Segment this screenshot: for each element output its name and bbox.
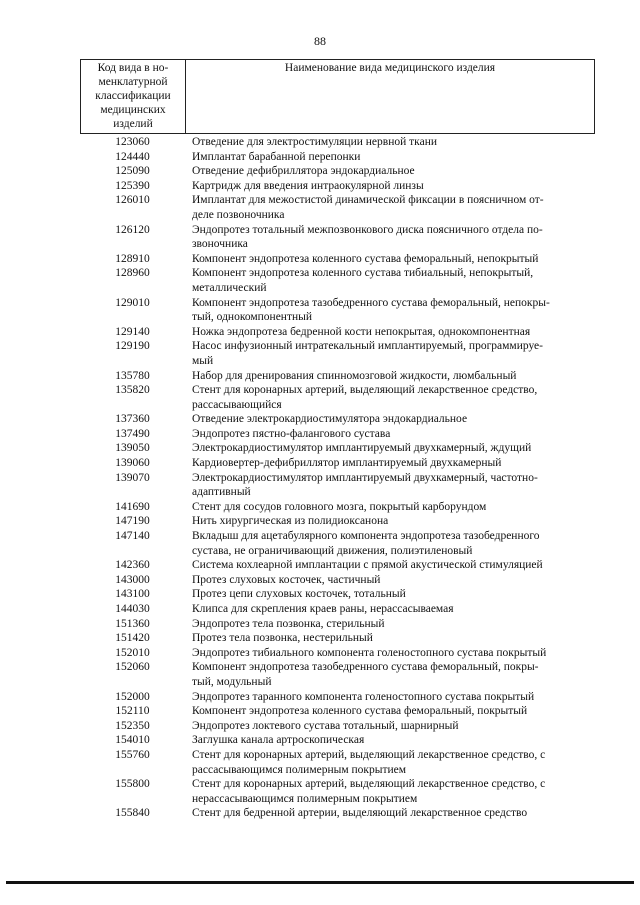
table-row (80, 383, 595, 412)
table-row (80, 164, 595, 179)
device-code: 137360 (115, 413, 150, 426)
device-code: 142360 (115, 559, 150, 572)
device-code: 152350 (115, 719, 150, 732)
device-code: 152060 (115, 661, 150, 674)
device-name: Эндопротез тибиального компонента голеностопного сустава покрытый (192, 646, 547, 659)
device-code: 125090 (115, 165, 150, 178)
header-code-column: Код вида в но- менклатурной классификации медицинских изделий (81, 60, 186, 133)
device-code: 152000 (115, 690, 150, 703)
device-name: Компонент эндопротеза коленного сустава феморальный, покрытый (192, 705, 528, 718)
device-name: Стент для коронарных артерий, выделяющий лекарственное средство, с рассасывающимся полимерным покрытием (192, 748, 546, 776)
table-row (80, 427, 595, 442)
device-name: Отведение электрокардиостимулятора эндокардиальное (192, 413, 468, 426)
device-name: Насос инфузионный интратекальный имплантируемый, программируе- мый (192, 340, 543, 367)
table-row (80, 296, 595, 325)
table-row (80, 617, 595, 632)
device-code: 123060 (115, 136, 150, 148)
table-row (80, 719, 595, 734)
device-name: Картридж для введения интраокулярной линзы (192, 179, 424, 192)
table-row (80, 777, 595, 806)
device-code: 154010 (115, 734, 150, 747)
table-row (80, 266, 595, 295)
bottom-rule (6, 881, 634, 884)
device-name: Вкладыш для ацетабулярного компонента эндопротеза тазобедренного сустава, не ограничивающий движения, полиэтиленовый (192, 530, 540, 557)
device-name: Компонент эндопротеза коленного сустава феморальный, непокрытый (192, 252, 539, 265)
table-row (80, 748, 595, 777)
device-name: Компонент эндопротеза тазобедренного сустава феморальный, покры- тый, модульный (192, 661, 539, 688)
table-row (80, 704, 595, 719)
device-name: Ножка эндопротеза бедренной кости непокрытая, однокомпонентная (192, 325, 531, 338)
table-row (80, 660, 595, 689)
device-code: 137490 (115, 427, 150, 440)
device-code: 129140 (115, 325, 150, 338)
device-code: 147140 (115, 530, 150, 543)
device-code: 147190 (115, 515, 150, 528)
table-row (80, 573, 595, 588)
table-row (80, 412, 595, 427)
device-code: 151420 (115, 632, 150, 645)
table-row (80, 135, 595, 150)
device-name: Имплантат барабанной перепонки (192, 150, 361, 163)
table-row (80, 602, 595, 617)
device-code: 135820 (115, 384, 150, 397)
device-code: 139060 (115, 457, 150, 470)
device-code: 125390 (115, 179, 150, 192)
device-code: 152110 (115, 705, 150, 718)
header-name-column: Наименование вида медицинского изделия (284, 62, 496, 74)
table-row (80, 631, 595, 646)
table-row (80, 500, 595, 515)
table-row (80, 223, 595, 252)
table-row (80, 179, 595, 194)
device-name: Эндопротез тела позвонка, стерильный (192, 617, 385, 630)
device-name: Эндопротез тотальный межпозвонкового диска поясничного отдела по- звоночника (192, 223, 543, 251)
device-name: Нить хирургическая из полидиоксанона (192, 515, 389, 528)
device-code: 155840 (115, 807, 150, 820)
table-row (80, 558, 595, 573)
device-code: 155800 (115, 778, 150, 791)
device-name: Компонент эндопротеза тазобедренного сустава феморальный, непокры- тый, однокомпонентный (192, 296, 550, 324)
device-code: 129010 (115, 296, 150, 309)
table-row (80, 529, 595, 558)
device-name: Стент для бедренной артерии, выделяющий лекарственное средство (192, 807, 528, 820)
device-name: Протез тела позвонка, нестерильный (192, 632, 373, 645)
device-name: Электрокардиостимулятор имплантируемый двухкамерный, ждущий (192, 442, 532, 455)
device-code: 135780 (115, 369, 150, 382)
device-name: Стент для сосудов головного мозга, покрытый карборундом (192, 500, 487, 513)
device-table (80, 59, 595, 821)
device-code: 126120 (115, 223, 150, 236)
device-code: 143000 (115, 573, 150, 586)
device-name: Эндопротез локтевого сустава тотальный, шарнирный (192, 719, 459, 732)
table-row (80, 646, 595, 661)
table-body (80, 135, 595, 821)
table-row (80, 471, 595, 500)
table-row (80, 369, 595, 384)
table-row (80, 252, 595, 267)
device-code: 128960 (115, 267, 150, 280)
device-name: Стент для коронарных артерий, выделяющий лекарственное средство, с нерассасывающимся полимерным покрытием (192, 778, 546, 805)
device-name: Система кохлеарной имплантации с прямой акустической стимуляцией (192, 559, 543, 572)
device-code: 126010 (115, 194, 150, 207)
device-code: 152010 (115, 646, 150, 659)
device-name: Заглушка канала артроскопическая (192, 734, 365, 747)
device-name: Эндопротез пястно-фалангового сустава (192, 427, 391, 440)
table-header (80, 59, 595, 134)
device-code: 128910 (115, 252, 150, 265)
page-number: 88 (314, 34, 326, 48)
device-name: Протез цепи слуховых косточек, тотальный (192, 588, 406, 601)
table-row (80, 456, 595, 471)
device-name: Набор для дренирования спинномозговой жидкости, люмбальный (192, 369, 517, 382)
device-code: 144030 (115, 603, 150, 615)
device-code: 124440 (115, 150, 150, 163)
device-code: 151360 (115, 617, 150, 630)
device-name: Отведение дефибриллятора эндокардиальное (192, 165, 415, 178)
device-name: Протез слуховых косточек, частичный (192, 573, 381, 586)
device-name: Имплантат для межостистой динамической фиксации в поясничном от- деле позвоночника (192, 194, 544, 221)
device-code: 139070 (115, 471, 150, 484)
device-name: Кардиовертер-дефибриллятор имплантируемый двухкамерный (192, 457, 502, 470)
device-code: 143100 (115, 588, 150, 601)
table-row (80, 150, 595, 165)
table-row (80, 690, 595, 705)
table-row (80, 339, 595, 368)
table-row (80, 733, 595, 748)
table-row (80, 441, 595, 456)
table-row (80, 325, 595, 340)
table-row (80, 806, 595, 821)
device-name: Электрокардиостимулятор имплантируемый двухкамерный, частотно- адаптивный (192, 471, 538, 499)
device-code: 129190 (115, 340, 150, 353)
table-row (80, 514, 595, 529)
device-name: Эндопротез таранного компонента голеностопного сустава покрытый (192, 690, 535, 703)
device-name: Стент для коронарных артерий, выделяющий лекарственное средство, рассасывающийся (192, 384, 538, 411)
device-code: 141690 (115, 500, 150, 513)
device-name: Отведение для электростимуляции нервной ткани (192, 136, 437, 148)
table-row (80, 193, 595, 222)
device-code: 155760 (115, 748, 150, 761)
table-row (80, 587, 595, 602)
device-name: Компонент эндопротеза коленного сустава тибиальный, непокрытый, металлический (192, 267, 534, 294)
device-code: 139050 (115, 442, 150, 455)
device-name: Клипса для скрепления краев раны, нерассасываемая (192, 603, 454, 615)
